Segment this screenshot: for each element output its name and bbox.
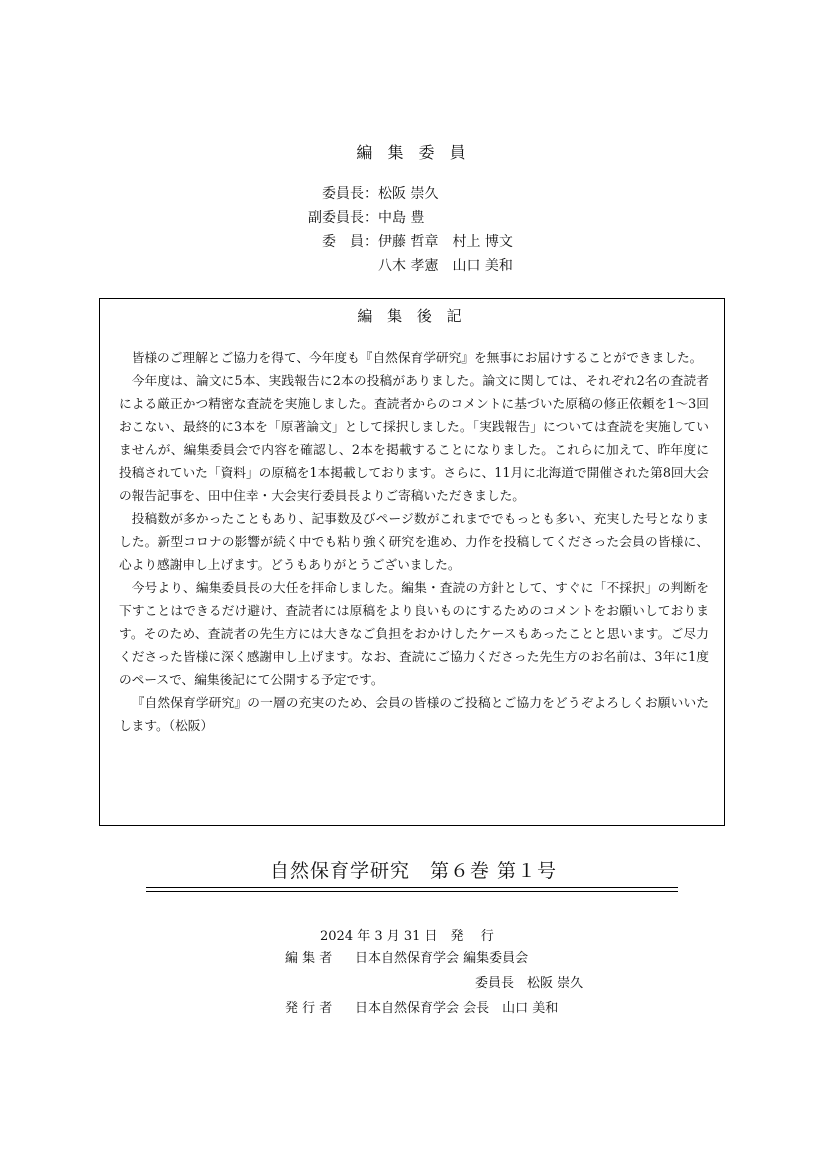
publisher-label: 発 行 者	[285, 1001, 333, 1016]
publisher-value: 日本自然保育学会 会長 山口 美和	[355, 1001, 559, 1016]
committee-heading: 編 集 委 員	[356, 143, 471, 162]
members-role-cell	[0, 230, 378, 254]
postscript-paragraph: 今年度は、論文に5本、実践報告に2本の投稿がありました。論文に関しては、それぞれ2名の査読者による厳正かつ精密な査読を実施しました。査読者からのコメントに基づいた原稿の修正依頼を1〜3回おこない、最終的に3本を「原著論文」として採択しました。「実践報告」については査読を実施していませんが、編集委員会で内容を確認し、2本を掲載することになりました。これらに加えて、昨年度に投稿されていた「資料」の原稿を1本掲載しております。さらに、11月に北海道で開催された第8回大会の報告記事を、田中住幸・大会実行委員長よりご寄稿いただきました。	[119, 373, 709, 503]
postscript-paragraph: 『自然保育学研究』の一層の充実のため、会員の皆様のご投稿とご協力をどうぞよろしくお願いいたします。（松阪）	[119, 695, 709, 733]
chair-role: 委員長：	[322, 186, 378, 202]
postscript-box	[99, 298, 725, 826]
vice-role-cell	[0, 206, 378, 230]
chair-name: 松阪 崇久	[378, 186, 439, 202]
postscript-paragraph: 今号より、編集委員長の大任を拝命しました。編集・査読の方針として、すぐに「不採択」の判断を下すことはできるだけ避け、査読者には原稿をより良いものにするためのコメントをお願いしております。そのため、査読者の先生方には大きなご負担をおかけしたケースもあったことと思います。ご尽力くださった皆様に深く感謝申し上げます。なお、査読にご協力くださった先生方のお名前は、3年に1度のペースで、編集後記にて公開する予定です。	[119, 580, 709, 687]
double-rule-top	[146, 887, 678, 888]
editor-value: 日本自然保育学会 編集委員会	[355, 951, 529, 966]
vice-name: 中島 豊	[378, 210, 425, 226]
vice-role: 副委員長：	[308, 210, 378, 226]
editor-label: 編 集 者	[285, 951, 333, 966]
members-line-2: 八木 孝憲 山口 美和	[378, 258, 513, 274]
journal-title: 自然保育学研究 第６巻 第１号	[269, 860, 558, 882]
postscript-paragraph: 皆様のご理解とご協力を得て、今年度も『自然保育学研究』を無事にお届けすることができました。	[131, 350, 703, 365]
members-role: 委 員：	[322, 234, 378, 250]
postscript-body	[119, 346, 709, 737]
double-rule-bottom	[146, 891, 678, 892]
chair-role-cell	[0, 182, 378, 206]
members-line-1: 伊藤 哲章 村上 博文	[378, 234, 513, 250]
postscript-paragraph: 投稿数が多かったこともあり、記事数及びページ数がこれまででもっとも多い、充実した号となりました。新型コロナの影響が続く中でも粘り強く研究を進め、力作を投稿してくださった会員の皆様に、心より感謝申し上げます。どうもありがとうございました。	[119, 511, 709, 572]
editor-chair: 委員長 松阪 崇久	[475, 976, 584, 991]
publication-date: 2024 年 3 月 31 日 発 行	[320, 929, 494, 944]
postscript-heading: 編 集 後 記	[357, 307, 467, 325]
